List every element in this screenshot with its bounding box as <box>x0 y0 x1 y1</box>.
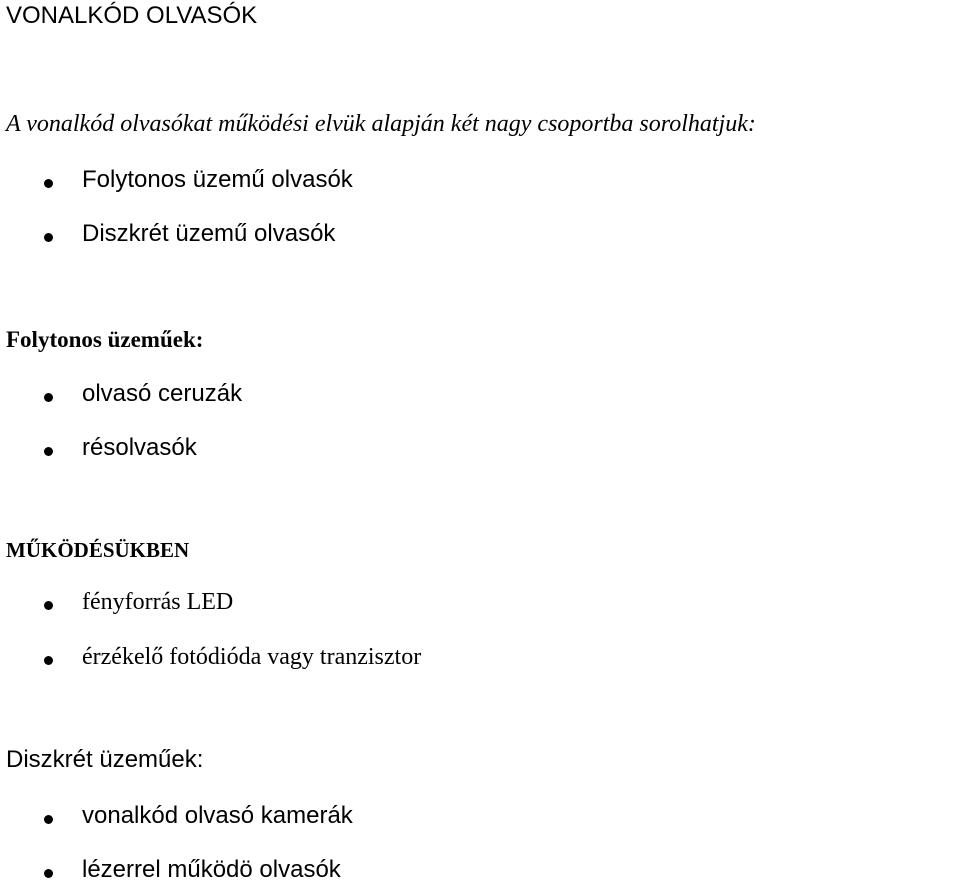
bullet-icon <box>44 869 53 878</box>
section-heading-discrete: Diszkrét üzeműek: <box>6 746 204 773</box>
bullet-icon <box>44 601 53 610</box>
page-title: VONALKÓD OLVASÓK <box>6 2 258 29</box>
section-heading-operation: MŰKÖDÉSÜKBEN <box>6 538 190 562</box>
list-item <box>0 222 900 252</box>
list-item <box>0 645 900 675</box>
intro-text: A vonalkód olvasókat működési elvük alapján két nagy csoportba sorolhatjuk: <box>6 111 756 137</box>
list-item-text: fényforrás LED <box>82 589 234 615</box>
list-item <box>0 168 900 198</box>
bullet-icon <box>44 656 53 665</box>
list-item <box>0 382 900 412</box>
list-item <box>0 436 900 466</box>
list-item <box>0 858 900 888</box>
bullet-icon <box>44 233 53 242</box>
list-item-text: résolvasók <box>82 434 197 461</box>
list-item-text: Folytonos üzemű olvasók <box>82 166 353 193</box>
list-item-text: Diszkrét üzemű olvasók <box>82 220 336 247</box>
bullet-icon <box>44 179 53 188</box>
list-item <box>0 590 900 620</box>
list-item-text: olvasó ceruzák <box>82 380 243 407</box>
bullet-icon <box>44 393 53 402</box>
bullet-icon <box>44 815 53 824</box>
section-heading-continuous: Folytonos üzeműek: <box>6 327 204 352</box>
bullet-icon <box>44 447 53 456</box>
list-item-text: vonalkód olvasó kamerák <box>82 802 353 829</box>
list-item-text: érzékelő fotódióda vagy tranzisztor <box>82 644 422 670</box>
list-item <box>0 804 900 834</box>
list-item-text: lézerrel működö olvasók <box>82 856 341 883</box>
